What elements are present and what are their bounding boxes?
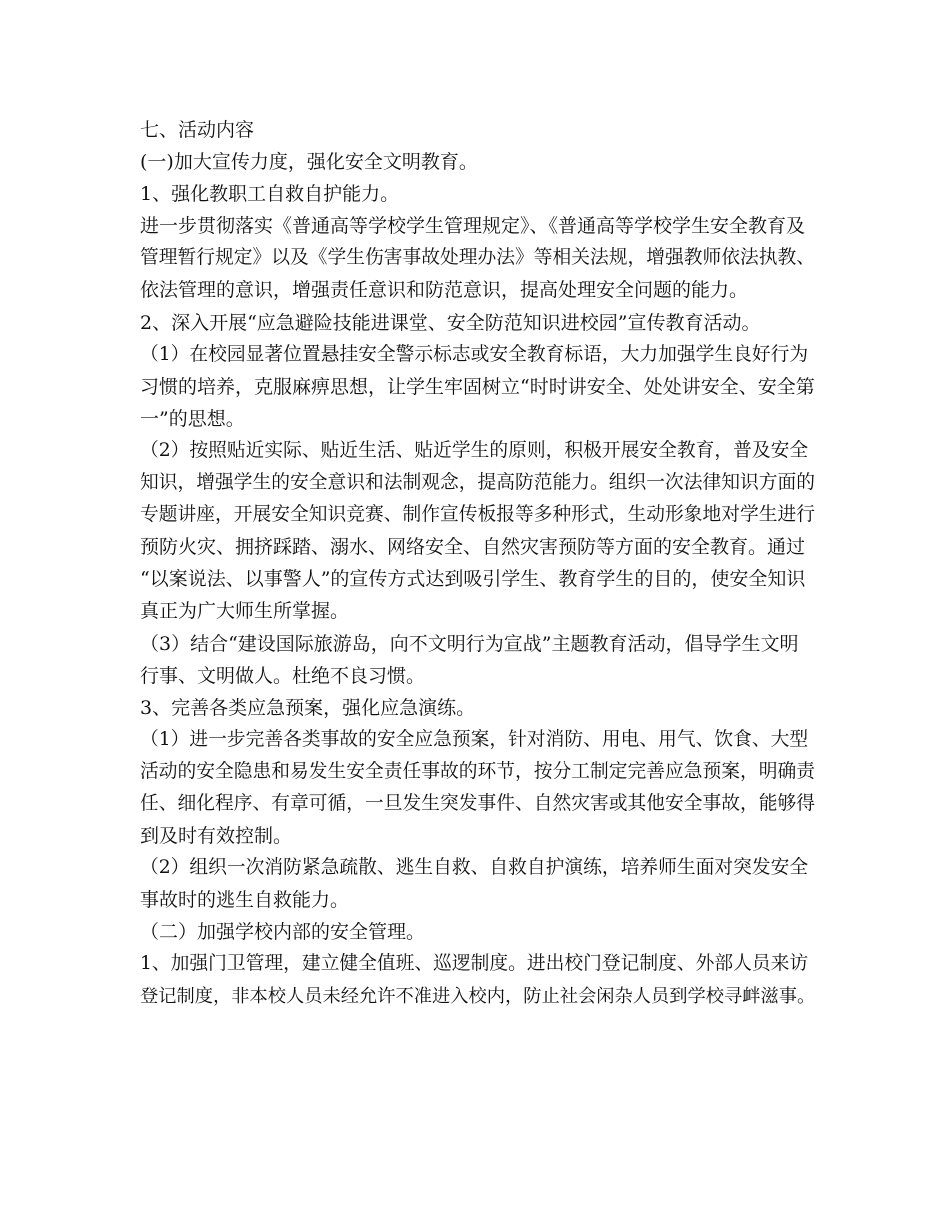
paragraph-line: 依法管理的意识，增强责任意识和防范意识，提高处理安全问题的能力。 xyxy=(140,279,749,302)
subsection-heading: （二）加强学校内部的安全管理。 xyxy=(140,921,426,944)
subsection-heading: (一)加大宣传力度，强化安全文明教育。 xyxy=(140,151,478,174)
document-body xyxy=(140,114,816,1013)
item-heading: 1、强化教职工自救自护能力。 xyxy=(140,183,400,206)
paragraph-line: 知识，增强学生的安全意识和法制观念，提高防范能力。组织一次法律知识方面的 xyxy=(140,472,815,494)
paragraph-line: 一”的思想。 xyxy=(140,407,245,430)
paragraph-line: 专题讲座，开展安全知识竞赛、制作宣传板报等多种形式，生动形象地对学生进行 xyxy=(140,504,815,526)
paragraph-line: 活动的安全隐患和易发生安全责任事故的环节，按分工制定完善应急预案，明确责 xyxy=(140,760,815,782)
paragraph-line: （2）按照贴近实际、贴近生活、贴近学生的原则，积极开展安全教育，普及安全 xyxy=(140,439,809,461)
paragraph-line: （3）结合“建设国际旅游岛，向不文明行为宣战”主题教育活动，倡导学生文明 xyxy=(140,632,799,655)
paragraph-line: 行事、文明做人。杜绝不良习惯。 xyxy=(140,664,426,687)
paragraph-line: 真正为广大师生所掌握。 xyxy=(140,600,350,623)
paragraph-line: 到及时有效控制。 xyxy=(140,825,293,848)
section-heading: 七、活动内容 xyxy=(140,119,255,141)
item-heading: 2、深入开展“应急避险技能进课堂、安全防范知识进校园”宣传教育活动。 xyxy=(140,311,761,334)
paragraph-line: 事故时的逃生自救能力。 xyxy=(140,889,350,912)
paragraph-line: （1）进一步完善各类事故的安全应急预案，针对消防、用电、用气、饮食、大型 xyxy=(140,728,809,750)
paragraph-line: “以案说法、以事警人”的宣传方式达到吸引学生、教育学生的目的，使安全知识 xyxy=(140,568,806,591)
paragraph-line: 预防火灾、拥挤踩踏、溺水、网络安全、自然灾害预防等方面的安全教育。通过 xyxy=(140,536,806,559)
paragraph-line: 1、加强门卫管理，建立健全值班、巡逻制度。进出校门登记制度、外部人员来访 xyxy=(140,953,809,975)
paragraph-line: 管理暂行规定》以及《学生伤害事故处理办法》等相关法规，增强教师依法执教、 xyxy=(140,247,815,269)
item-heading: 3、完善各类应急预案，强化应急演练。 xyxy=(140,696,476,719)
paragraph-line: （1）在校园显著位置悬挂安全警示标志或安全教育标语，大力加强学生良好行为 xyxy=(140,343,809,365)
paragraph-line: 习惯的培养，克服麻痹思想，让学生牢固树立“时时讲安全、处处讲安全、安全第 xyxy=(140,375,815,398)
paragraph-line: 登记制度，非本校人员未经允许不准进入校内，防止社会闲杂人员到学校寻衅滋事。 xyxy=(140,985,816,1007)
paragraph-line: （2）组织一次消防紧急疏散、逃生自救、自救自护演练，培养师生面对突发安全 xyxy=(140,857,809,879)
paragraph-line: 任、细化程序、有章可循，一旦发生突发事件、自然灾害或其他安全事故，能够得 xyxy=(140,792,815,814)
paragraph-line: 进一步贯彻落实《普通高等学校学生管理规定》、《普通高等学校学生安全教育及 xyxy=(140,215,806,238)
